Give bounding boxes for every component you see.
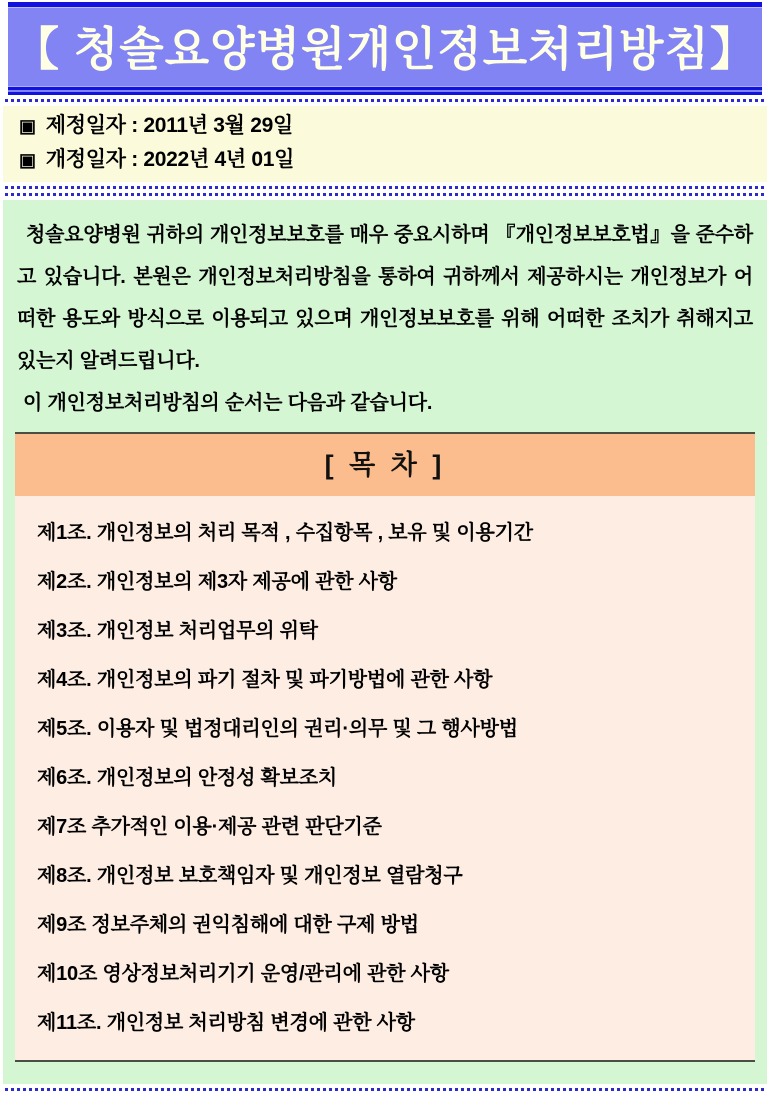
dates-section: [3, 106, 767, 182]
page-title: 【 청솔요양병원개인정보처리방침】: [13, 23, 757, 75]
revised-date-line: [19, 143, 751, 177]
intro-closing-line: 이 개인정보처리방침의 순서는 다음과 같습니다.: [23, 392, 433, 414]
established-date-text: 제정일자 : 2011년 3월 29일: [45, 114, 293, 137]
toc-item-article-4: 제4조. 개인정보의 파기 절차 및 파기방법에 관한 사항: [37, 669, 493, 691]
toc-item-article-11: 제11조. 개인정보 처리방침 변경에 관한 사항: [37, 1012, 415, 1034]
established-date-line: [19, 109, 751, 143]
dotted-divider: [5, 193, 765, 196]
dotted-divider: [5, 186, 765, 189]
toc-list: [15, 496, 755, 1060]
toc-item-article-1: 제1조. 개인정보의 처리 목적 , 수집항목 , 보유 및 이용기간: [37, 522, 533, 544]
square-bullet-icon: ▣: [19, 116, 36, 136]
square-bullet-icon: ▣: [19, 150, 36, 170]
toc-item-article-9: 제9조 정보주체의 권익침해에 대한 구제 방법: [37, 914, 419, 936]
toc-item-article-5: 제5조. 이용자 및 법정대리인의 권리·의무 및 그 행사방법: [37, 718, 518, 740]
toc-item-article-6: 제6조. 개인정보의 안정성 확보조치: [37, 767, 338, 789]
toc-title: [ 목 차 ]: [324, 450, 446, 480]
toc-item-article-10: 제10조 영상정보처리기기 운영/관리에 관한 사항: [37, 963, 449, 985]
toc-item-article-2: 제2조. 개인정보의 제3자 제공에 관한 사항: [37, 571, 397, 593]
toc-box: [15, 432, 755, 1062]
revised-date-text: 개정일자 : 2022년 4년 01일: [45, 148, 295, 171]
document-title-banner: [8, 2, 762, 95]
dotted-divider: [5, 99, 765, 102]
toc-item-article-3: 제3조. 개인정보 처리업무의 위탁: [37, 620, 318, 642]
dotted-divider: [5, 1088, 765, 1091]
toc-header: [15, 434, 755, 496]
intro-paragraph: 청솔요양병원 귀하의 개인정보보호를 매우 중요시하며 『개인정보보호법』을 준수하고 있습니다. 본원은 개인정보처리방침을 통하여 귀하께서 제공하시는 개인정보가 어떠한 용도와 방식으로 이용되고 있으며 개인정보보호를 위해 어떠한 조치가 취해지고 있는지 알려드립니다.: [17, 224, 753, 372]
intro-section: [3, 200, 767, 1084]
toc-item-article-7: 제7조 추가적인 이용·제공 관련 판단기준: [37, 816, 382, 838]
toc-item-article-8: 제8조. 개인정보 보호책임자 및 개인정보 열람청구: [37, 865, 463, 887]
